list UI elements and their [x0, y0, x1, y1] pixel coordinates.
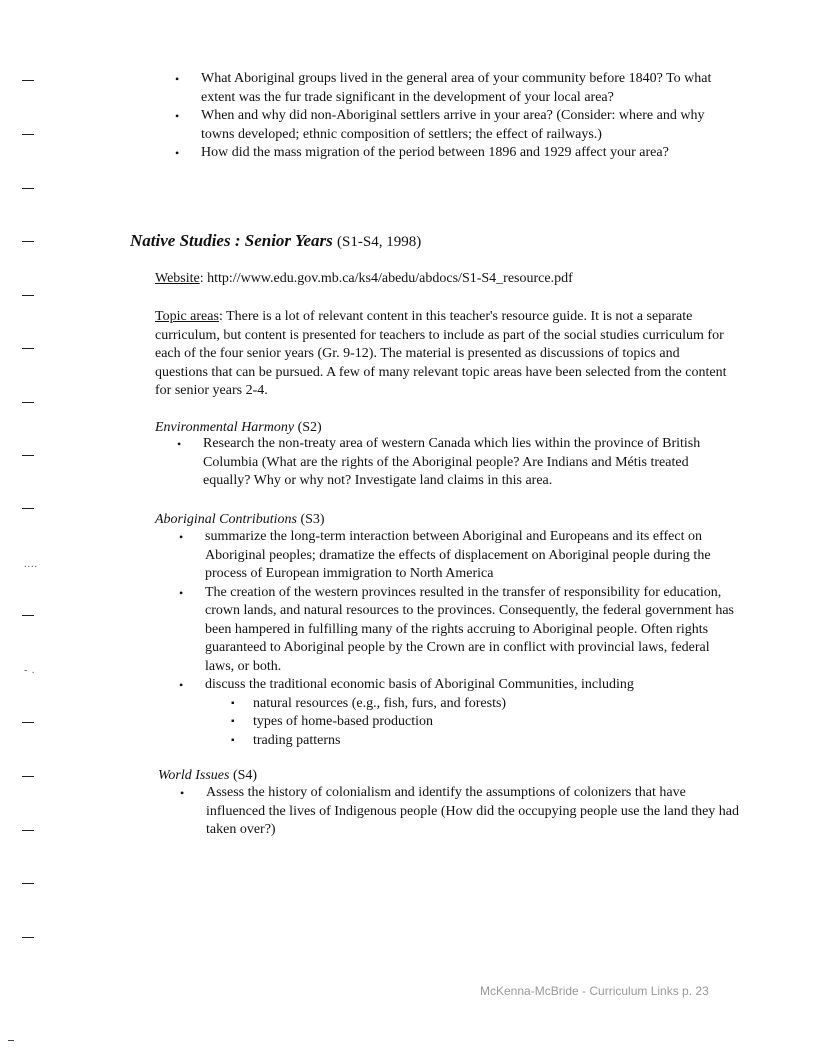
- margin-tick: [22, 295, 34, 296]
- aboriginal-contributions-list: [179, 528, 740, 750]
- website-line: [155, 270, 755, 289]
- margin-tick: [22, 402, 34, 403]
- topic-areas-paragraph: [155, 308, 730, 401]
- topic-areas-text: : There is a lot of relevant content in this teacher's resource guide. It is not a separate curriculum, but content is presented for teachers to include as part of the social studies curriculum for each of the four senior years (Gr. 9-12). The material is presented as discussions of topics and questions that can be pursued. A few of many relevant topic areas have been selected from the content for senior years 2-4.: [155, 309, 727, 398]
- margin-tick: [22, 615, 34, 616]
- margin-tick: [22, 188, 34, 189]
- margin-tick: [22, 134, 34, 135]
- topic-areas-label: Topic areas: [155, 309, 219, 324]
- margin-tick: [22, 455, 34, 456]
- square-bullet-icon: ▪: [231, 697, 235, 709]
- bullet-icon: •: [175, 146, 180, 160]
- list-item: ▪ trading patterns: [253, 732, 740, 751]
- list-item: • What Aboriginal groups lived in the general area of your community before 1840? To what extent was the fur trade significant in the development of your local area?: [175, 71, 712, 105]
- economic-basis-sublist: [205, 695, 740, 751]
- bullet-icon: •: [177, 437, 182, 451]
- margin-tick: [22, 722, 34, 723]
- section-world-issues-title: World Issues (S4): [158, 768, 258, 783]
- environmental-harmony-list: [177, 435, 738, 491]
- bullet-icon: •: [179, 530, 184, 544]
- list-item: • The creation of the western provinces resulted in the transfer of responsibility for education, crown lands, and natural resources to the provinces. Consequently, the federal government has been hampered in fulfilling many of the rights accruing to Aboriginal people. Often rights guaranteed to Aboriginal people by the Crown are in conflict with provincial laws, federal laws, or both.: [179, 584, 734, 674]
- margin-tick: [22, 937, 34, 938]
- margin-tick: [22, 883, 34, 884]
- margin-tick: [22, 830, 34, 831]
- bullet-icon: •: [180, 786, 185, 800]
- page-footer: McKenna-McBride - Curriculum Links p. 23: [480, 984, 709, 998]
- margin-tick: - .: [24, 665, 36, 676]
- square-bullet-icon: ▪: [231, 716, 235, 727]
- heading-title: Native Studies : Senior Years: [130, 231, 333, 250]
- margin-tick: [22, 776, 34, 777]
- bullet-icon: •: [179, 585, 184, 600]
- list-item: ▪ types of home-based production: [253, 713, 740, 732]
- margin-tick: [22, 241, 34, 242]
- website-url[interactable]: : http://www.edu.gov.mb.ca/ks4/abedu/abdocs/S1-S4_resource.pdf: [199, 271, 573, 286]
- margin-tick: [22, 508, 34, 509]
- page-corner-mark: [8, 1040, 14, 1041]
- margin-tick: [22, 348, 34, 349]
- bullet-icon: •: [175, 72, 180, 86]
- list-item: • discuss the traditional economic basis of Aboriginal Communities, including ▪ natural resources (e.g., fish, furs, and forests) ▪ types of home-based production ▪ trading patterns: [205, 676, 740, 750]
- margin-tick: ....: [24, 559, 38, 570]
- heading-subtitle: (S1-S4, 1998): [337, 234, 422, 250]
- list-item: • summarize the long-term interaction between Aboriginal and Europeans and its effect on Aboriginal peoples; dramatize the effects of displacement on Aboriginal people during the process of European immigration to North America: [179, 529, 711, 581]
- section-heading: [130, 232, 421, 252]
- list-item: • Research the non-treaty area of western Canada which lies within the province of British Columbia (What are the rights of the Aboriginal people? Are Indians and Métis treated equally? Why or why not? Investigate land claims in this area.: [177, 436, 701, 488]
- bullet-icon: •: [175, 109, 180, 123]
- margin-tick: [22, 80, 34, 81]
- section-environmental-harmony-title: Environmental Harmony (S2): [155, 420, 322, 435]
- list-item: • Assess the history of colonialism and identify the assumptions of colonizers that have influenced the lives of Indigenous people (How did the occupying people use the land they had taken over?): [180, 785, 740, 837]
- list-item: ▪ natural resources (e.g., fish, furs, and forests): [253, 695, 740, 714]
- section-aboriginal-contributions-title: Aboriginal Contributions (S3): [155, 512, 325, 527]
- list-item: • How did the mass migration of the period between 1896 and 1929 affect your area?: [201, 144, 731, 163]
- website-label: Website: [155, 271, 200, 286]
- square-bullet-icon: ▪: [231, 734, 235, 746]
- bullet-icon: •: [179, 678, 184, 692]
- intro-question-list: [175, 70, 731, 163]
- world-issues-list: [180, 784, 741, 840]
- list-item: • When and why did non-Aboriginal settlers arrive in your area? (Consider: where and why towns developed; ethnic composition of settlers; the effect of railways.): [175, 108, 705, 142]
